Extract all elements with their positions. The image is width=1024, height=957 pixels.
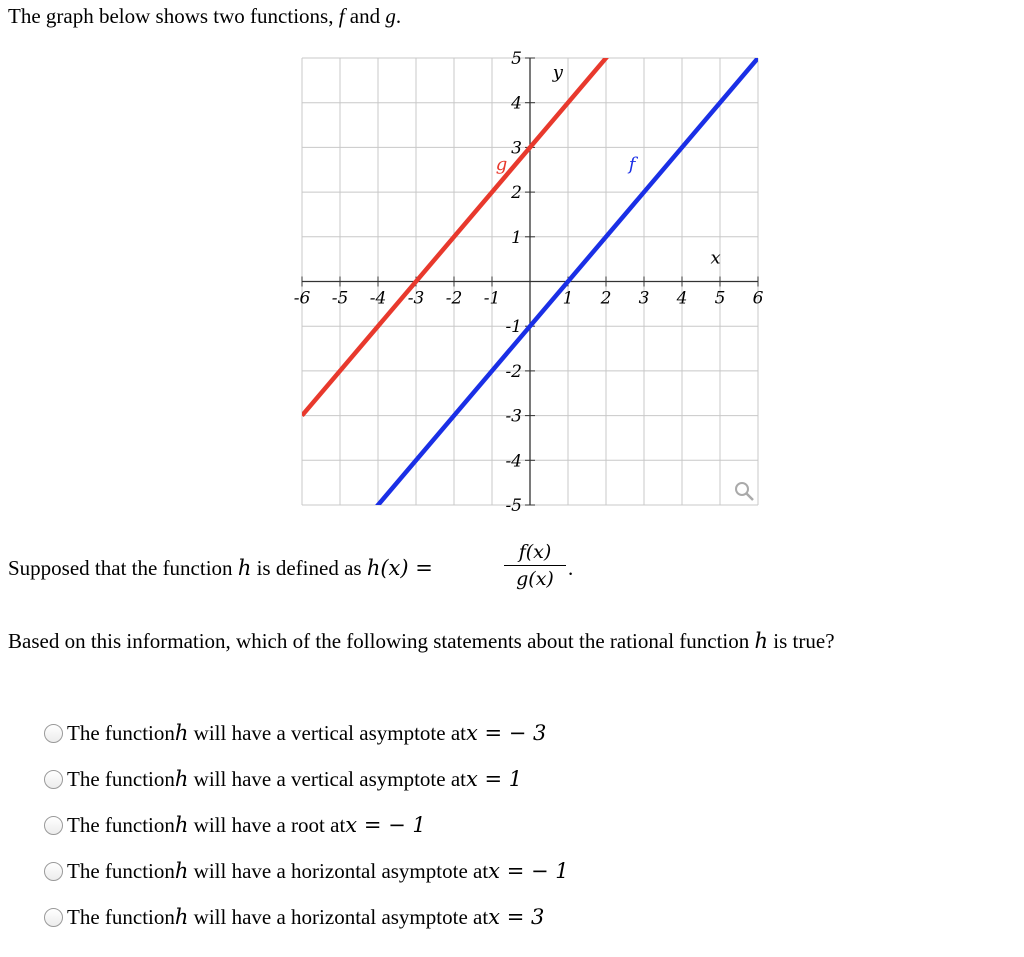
fraction-bar <box>504 565 566 566</box>
fraction-denominator: g(x) <box>516 568 554 590</box>
option-1[interactable]: The function h will have a vertical asymptote at x = − 3 <box>44 710 569 756</box>
y-tick-label: -2 <box>505 361 522 382</box>
x-tick-label: -4 <box>369 288 387 309</box>
x-tick-label: 6 <box>752 288 764 309</box>
y-tick-label: -4 <box>505 451 522 472</box>
radio-button[interactable] <box>44 908 63 927</box>
x-tick-label: -1 <box>483 288 501 309</box>
x-tick-label: 1 <box>562 288 574 309</box>
y-tick-label: 2 <box>511 183 522 204</box>
function-graph <box>293 49 764 516</box>
radio-button[interactable] <box>44 724 63 743</box>
definition-period: . <box>568 556 574 580</box>
y-tick-label: 4 <box>511 93 522 114</box>
y-tick-label: 3 <box>511 138 522 159</box>
h-fraction <box>504 541 566 590</box>
x-tick-label: 3 <box>638 288 650 309</box>
question-text: Based on this information, which of the following statements about the rational function h is true? <box>8 629 835 653</box>
x-axis-label: x <box>710 247 721 269</box>
x-tick-label: -3 <box>407 288 425 309</box>
option-3[interactable]: The function h will have a root at x = − 1 <box>44 802 569 848</box>
y-tick-label: -3 <box>505 406 522 427</box>
y-tick-label: -5 <box>505 496 522 516</box>
option-5[interactable]: The function h will have a horizontal asymptote at x = 3 <box>44 894 569 940</box>
x-tick-label: 5 <box>714 288 726 309</box>
intro-text: The graph below shows two functions, f and g. <box>8 4 402 28</box>
option-2[interactable]: The function h will have a vertical asymptote at x = 1 <box>44 756 569 802</box>
answer-options <box>44 710 569 940</box>
x-tick-label: 4 <box>676 288 688 309</box>
y-axis-label: y <box>552 62 563 84</box>
y-tick-label: 1 <box>511 227 522 248</box>
magnify-icon[interactable] <box>733 480 755 502</box>
series-line-f <box>370 58 758 514</box>
x-tick-label: -5 <box>331 288 349 309</box>
y-tick-label: 5 <box>511 49 522 69</box>
x-tick-label: -6 <box>293 288 311 309</box>
series-line-g <box>302 54 610 416</box>
x-tick-label: 2 <box>600 288 612 309</box>
x-tick-label: -2 <box>445 288 463 309</box>
radio-button[interactable] <box>44 770 63 789</box>
series-label-f: f <box>628 153 636 175</box>
radio-button[interactable] <box>44 862 63 881</box>
definition-text: Supposed that the function h is defined as h(x) = <box>8 556 433 580</box>
y-tick-label: -1 <box>505 317 522 338</box>
fraction-numerator: f(x) <box>518 541 552 563</box>
radio-button[interactable] <box>44 816 63 835</box>
series-label-g: g <box>495 153 508 175</box>
option-4[interactable]: The function h will have a horizontal asymptote at x = − 1 <box>44 848 569 894</box>
